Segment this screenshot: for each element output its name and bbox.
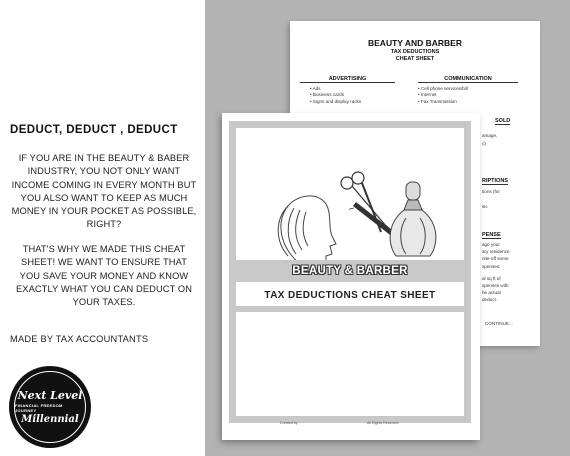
text-fragment: amage, <box>482 133 498 138</box>
text-fragment: he actual <box>482 290 501 295</box>
advertising-heading: ADVERTISING <box>300 76 395 83</box>
list-item: • Ads <box>310 86 361 92</box>
list-item: • Fax Transmission <box>418 99 468 105</box>
shaving-brush-icon <box>390 182 436 256</box>
text-fragment: al sq ft of <box>482 276 501 281</box>
cheat-sheet-paragraph: THAT'S WHY WE MADE THIS CHEAT SHEET! WE WANT TO ENSURE THAT YOU SAVE YOUR MONEY AND KNOW EXACTLY WHAT YOU CAN DEDUCT ON YOUR TAXES. <box>15 244 193 308</box>
cover-title-band2 <box>236 284 464 312</box>
text-fragment: ary residence <box>482 249 510 254</box>
cover-title-line2: TAX DEDUCTIONS CHEAT SHEET <box>264 289 436 301</box>
woman-head-icon <box>278 196 336 261</box>
back-page-title: BEAUTY AND BARBER <box>368 38 462 48</box>
text-fragment: c) <box>482 141 486 146</box>
sold-heading-fragment: SOLD <box>495 118 511 124</box>
text-fragment: age your <box>482 242 500 247</box>
text-fragment: sic <box>482 204 488 209</box>
back-page-subtitle1: TAX DEDUCTIONS <box>390 49 440 55</box>
beauty-barber-illustration <box>236 128 464 261</box>
logo-line3: Millennial <box>21 413 79 425</box>
made-by-text: MADE BY TAX ACCOUNTANTS <box>10 334 149 344</box>
logo-tagline: FINANCIAL FREEDOM JOURNEY <box>15 402 63 413</box>
list-item: • Signs and display racks <box>310 99 361 105</box>
cover-title-band1 <box>236 260 464 282</box>
text-fragment: xpenses: <box>482 264 501 269</box>
back-page-subtitle2: CHEAT SHEET <box>395 56 435 62</box>
brand-logo <box>9 366 91 448</box>
expense-heading-fragment: PENSE <box>482 232 501 238</box>
continue-label: CONTINUE... <box>485 321 513 326</box>
intro-paragraph <box>10 152 198 232</box>
logo-line1: Next Level <box>17 388 83 402</box>
logo-ring <box>14 371 86 443</box>
front-page-cover <box>222 113 480 440</box>
cover-footer-right: All Rights Reserved <box>367 421 399 425</box>
list-item: • Cell phone services/bill <box>418 86 468 92</box>
communication-list <box>418 86 468 105</box>
left-text-panel <box>0 0 205 456</box>
advertising-list <box>310 86 361 105</box>
intro-text: IF YOU ARE IN THE BEAUTY & BABER INDUSTRY, YOU NOT ONLY WANT INCOME COMING IN EVERY MONTH BUT YOU ALSO WANT TO KEEP AS MUCH MONEY IN YOUR POCKET AS POSSIBLE, RIGHT? <box>11 153 197 230</box>
list-item: • Internet <box>418 92 468 98</box>
list-item: • Business cards <box>310 92 361 98</box>
headline: DEDUCT, DEDUCT , DEDUCT <box>10 124 178 136</box>
subscriptions-heading-fragment: RIPTIONS <box>482 178 508 184</box>
text-fragment: xpenses with <box>482 283 509 288</box>
communication-heading: COMMUNICATION <box>418 76 518 83</box>
cover-footer-left: Created by <box>280 421 298 425</box>
text-fragment: tions (for <box>482 189 500 194</box>
text-fragment: deduct. <box>482 297 498 302</box>
comb-icon <box>353 202 395 237</box>
text-fragment: nite-off some <box>482 256 509 261</box>
cover-title-line1: BEAUTY & BARBER <box>292 265 408 277</box>
